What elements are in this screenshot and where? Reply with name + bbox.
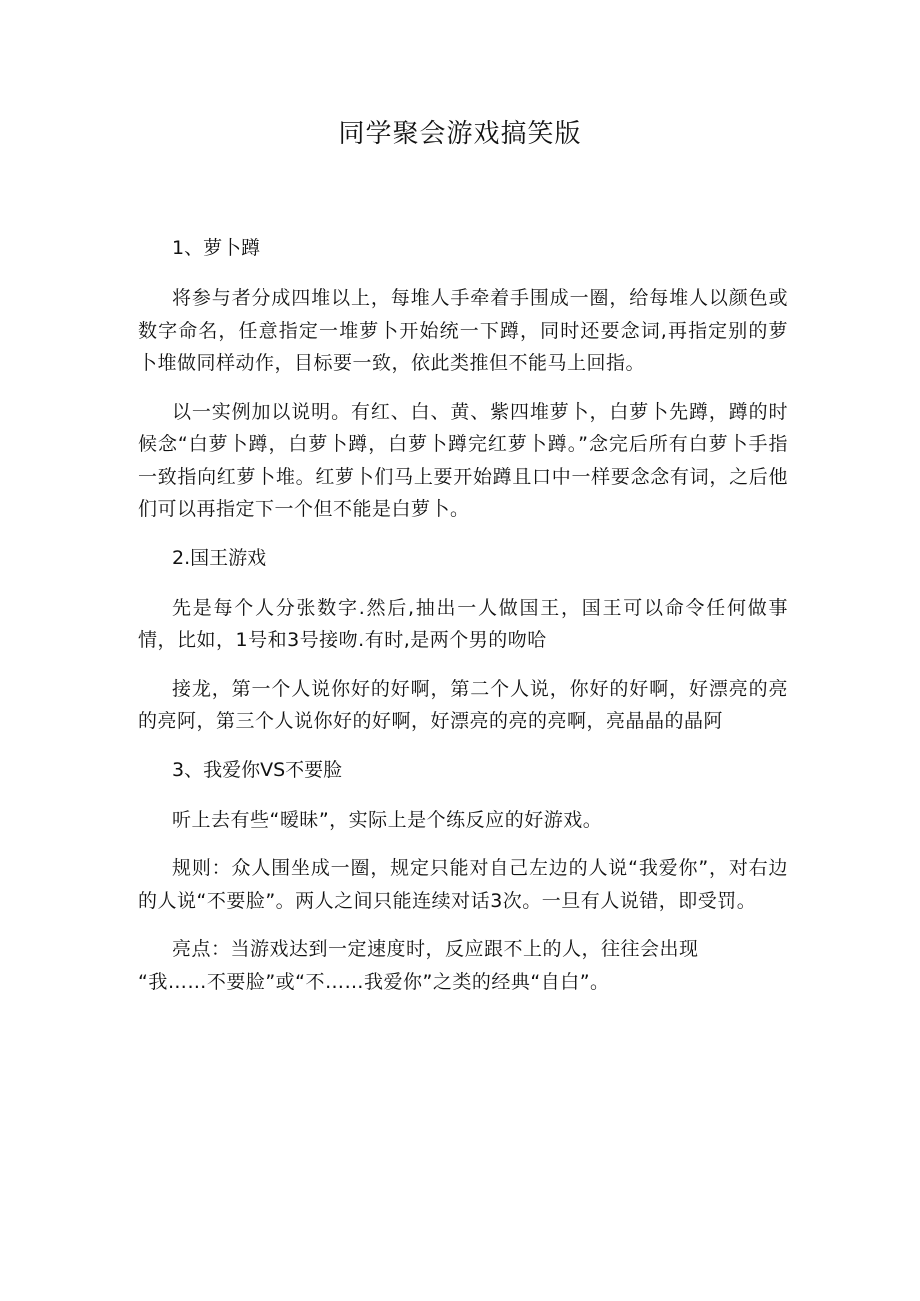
paragraph-radish-example: 以一实例加以说明。有红、白、黄、紫四堆萝卜，白萝卜先蹲，蹲的时候念“白萝卜蹲，白萝卜蹲，白萝卜蹲完红萝卜蹲。”念完后所有白萝卜手指一致指向红萝卜堆。红萝卜们马上要开始蹲且口中一样要念念有词，之后他们可以再指定下一个但不能是白萝卜。 xyxy=(138,400,788,520)
paragraph-ily-highlight xyxy=(138,933,788,998)
section-heading-radish-squat: 1、萝卜蹲 xyxy=(172,237,261,259)
paragraph-radish-rules: 将参与者分成四堆以上，每堆人手牵着手围成一圈，给每堆人以颜色或数字命名，任意指定一堆萝卜开始统一下蹲，同时还要念词,再指定别的萝卜堆做同样动作，目标要一致，依此类推但不能马上回指。 xyxy=(138,287,788,374)
paragraph-ily-intro: 听上去有些“暧昧”，实际上是个练反应的好游戏。 xyxy=(172,808,603,831)
paragraph-king-rules: 先是每个人分张数字.然后,抽出一人做国王，国王可以命令任何做事情，比如，1号和3号接吻.有时,是两个男的吻哈 xyxy=(138,596,788,651)
document-title: 同学聚会游戏搞笑版 xyxy=(338,119,582,149)
section-heading-king-game: 2.国王游戏 xyxy=(172,546,267,569)
document-body xyxy=(138,232,788,998)
highlight-line-2: “我……不要脸”或“不……我爱你”之类的经典“自白”。 xyxy=(138,970,610,993)
section-heading-i-love-you: 3、我爱你VS不要脸 xyxy=(172,758,343,781)
paragraph-ily-rules: 规则：众人围坐成一圈，规定只能对自己左边的人说“我爱你”，对右边的人说“不要脸”。两人之间只能连续对话3次。一旦有人说错，即受罚。 xyxy=(138,857,788,912)
highlight-line-1: 亮点：当游戏达到一定速度时，反应跟不上的人，往往会出现 xyxy=(172,938,699,960)
paragraph-word-chain: 接龙，第一个人说你好的好啊，第二个人说，你好的好啊，好漂亮的亮的亮阿，第三个人说你好的好啊，好漂亮的亮的亮啊，亮晶晶的晶阿 xyxy=(138,677,788,732)
